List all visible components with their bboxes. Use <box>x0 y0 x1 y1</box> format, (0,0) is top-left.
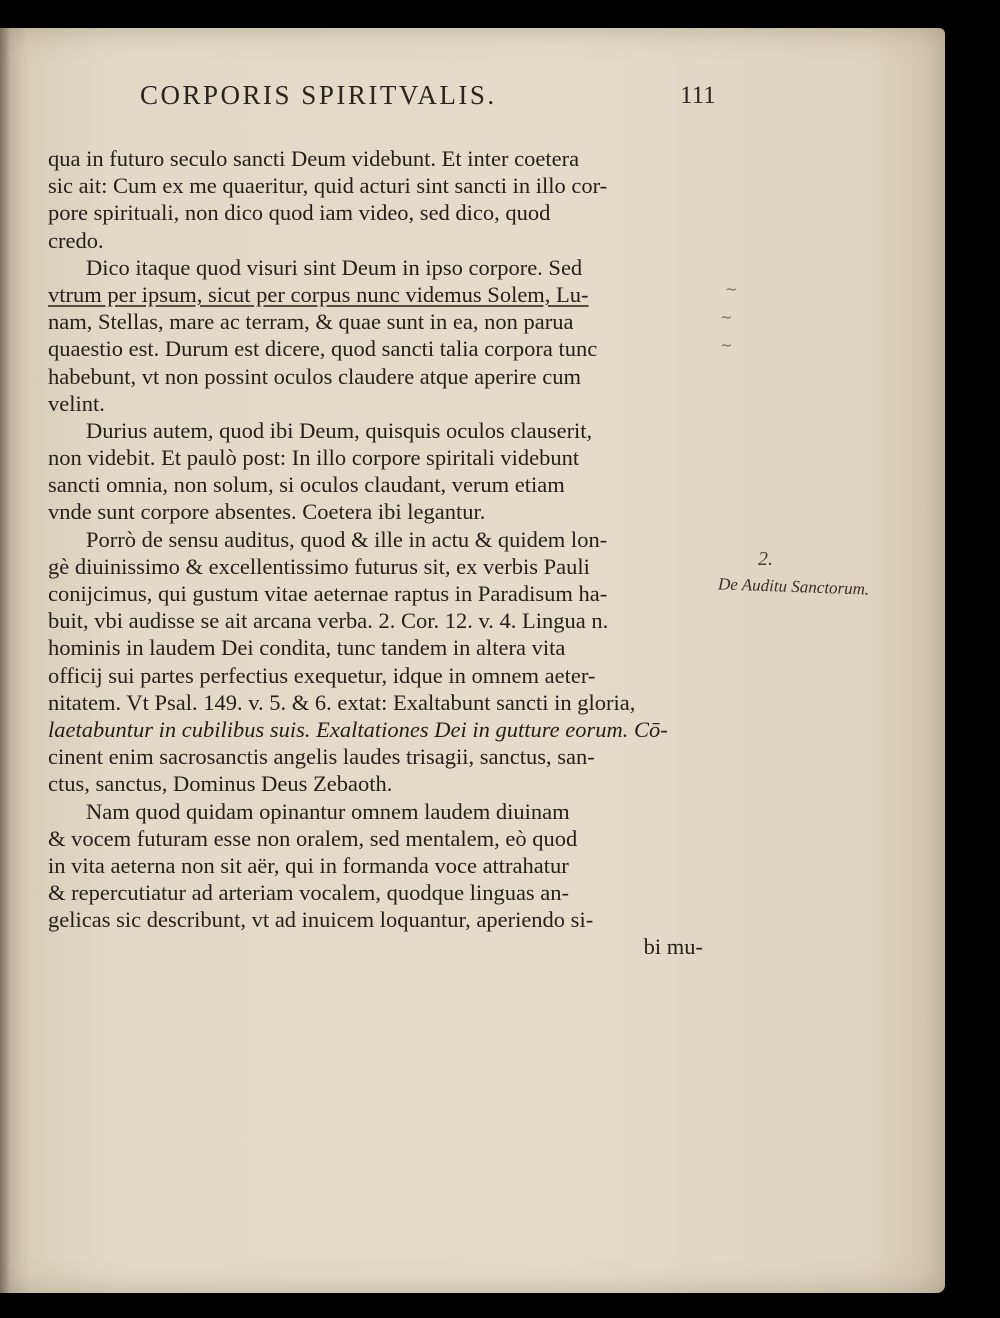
text-line: & repercutiatur ad arteriam vocalem, quodque linguas an- <box>48 880 570 906</box>
text-line: credo. <box>48 227 104 253</box>
text-line: buit, vbi audisse se ait arcana verba. 2. Cor. 12. v. 4. Lingua n. <box>48 608 609 634</box>
running-title: CORPORIS SPIRITVALIS. <box>140 80 497 110</box>
text-line: in vita aeterna non sit aër, qui in formanda voce attrahatur <box>48 852 569 878</box>
text-line: sic ait: Cum ex me quaeritur, quid acturi sint sancti in illo cor- <box>48 173 608 199</box>
marginal-number: 2. <box>758 548 773 570</box>
text-line: Porrò de sensu auditus, quod & ille in actu & quidem lon- <box>86 526 608 552</box>
text-line: qua in futuro seculo sancti Deum videbunt. Et inter coetera <box>48 146 580 171</box>
text-line: vnde sunt corpore absentes. Coetera ibi legantur. <box>48 499 486 525</box>
text-line: ctus, sanctus, Dominus Deus Zebaoth. <box>48 771 393 797</box>
text-line: habebunt, vt non possint oculos claudere atque aperire cum <box>48 363 581 389</box>
text-line-underlined: vtrum per ipsum, sicut per corpus nunc videmus Solem, Lu- <box>48 281 589 307</box>
text-line: Durius autem, quod ibi Deum, quisquis oculos clauserit, <box>86 417 593 443</box>
text-line: non videbit. Et paulò post: In illo corpore spiritali videbunt <box>48 445 580 471</box>
margin-mark: ~ <box>720 308 733 326</box>
text-line: nam, Stellas, mare ac terram, & quae sunt in ea, non parua <box>48 309 574 335</box>
page-number: 111 <box>680 82 716 109</box>
text-line: gè diuinissimo & excellentissimo futurus sit, ex verbis Pauli <box>48 553 590 579</box>
text-line: velint. <box>48 390 105 416</box>
text-line: nitatem. Vt Psal. 149. v. 5. & 6. extat: Exaltabunt sancti in gloria, <box>48 689 636 715</box>
body-text <box>48 145 713 961</box>
text-line-italic: laetabuntur in cubilibus suis. Exaltationes Dei in gutture eorum. Cō- <box>48 716 668 742</box>
margin-mark: ~ <box>725 280 738 298</box>
text-line: Dico itaque quod visuri sint Deum in ipso corpore. Sed <box>86 254 583 280</box>
catchword-line: bi mu- <box>643 934 703 960</box>
text-line: sancti omnia, non solum, si oculos claudant, verum etiam <box>48 472 565 498</box>
marginal-note: De Auditu Sanctorum. <box>717 574 870 599</box>
text-line: conijcimus, qui gustum vitae aeternae raptus in Paradisum ha- <box>48 581 608 606</box>
text-line: Nam quod quidam opinantur omnem laudem diuinam <box>86 798 570 824</box>
text-line: quaestio est. Durum est dicere, quod sancti talia corpora tunc <box>48 336 598 362</box>
text-line: gelicas sic describunt, vt ad inuicem loquantur, aperiendo si- <box>48 907 594 933</box>
text-line: hominis in laudem Dei condita, tunc tandem in altera vita <box>48 635 566 661</box>
text-line: pore spirituali, non dico quod iam video, sed dico, quod <box>48 200 551 226</box>
text-line: cinent enim sacrosanctis angelis laudes trisagii, sanctus, san- <box>48 744 595 770</box>
text-line: & vocem futuram esse non oralem, sed mentalem, eò quod <box>48 825 578 851</box>
margin-mark: ~ <box>720 336 733 354</box>
text-line: officij sui partes perfectius exequetur, idque in omnem aeter- <box>48 662 596 688</box>
